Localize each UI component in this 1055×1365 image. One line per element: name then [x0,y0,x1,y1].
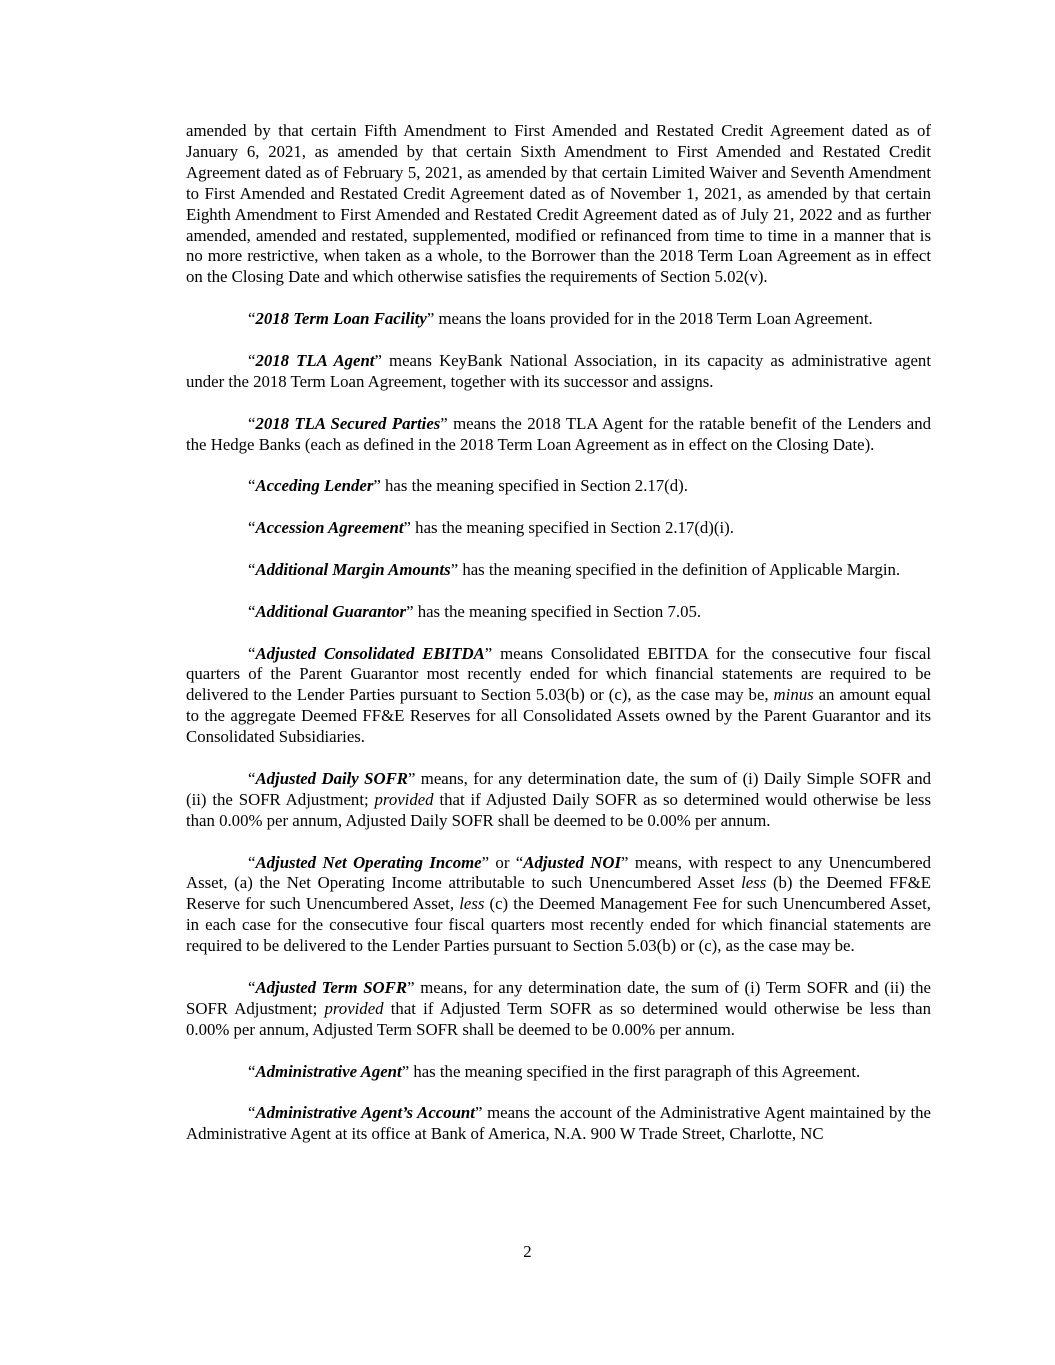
paragraph [186,518,931,539]
text-run: ” has the meaning specified in the definition of Applicable Margin. [450,559,901,579]
defined-term: Administrative Agent [255,1061,402,1081]
text-run: “ [248,601,256,621]
text-run: ” means KeyBank National Association, in its capacity as administrative agent under the 2018 Term Loan Agreement, together with its successor and assigns. [186,350,931,391]
defined-term: Adjusted Net Operating Income [255,852,482,872]
text-run: ” has the meaning specified in the first paragraph of this Agreement. [401,1061,861,1081]
emphasis-text: less [459,894,485,914]
paragraph [186,853,931,958]
emphasis-text: minus [773,685,814,705]
paragraph [186,978,931,1041]
text-run: ” has the meaning specified in Section 2.17(d). [373,476,688,496]
paragraph [186,1103,931,1145]
text-run: “ [248,977,256,997]
emphasis-text: provided [374,789,434,809]
defined-term: Adjusted Daily SOFR [255,768,408,788]
paragraph [186,476,931,497]
text-run: amended by that certain Fifth Amendment to First Amended and Restated Credit Agreement dated as of January 6, 2021, as amended by that certain Sixth Amendment to First Amended and Restated Credit Agreement dated as of February 5, 2021, as amended by that certain Limited Waiver and Seventh Amendment to First Amended and Restated Credit Agreement dated as of November 1, 2021, as amended by that certain Eighth Amendment to First Amended and Restated Credit Agreement dated as of July 21, 2022 and as further amended, amended and restated, supplemented, modified or refinanced from time to time in a manner that is no more restrictive, when taken as a whole, to the Borrower than the 2018 Term Loan Agreement as in effect on the Closing Date and which otherwise satisfies the requirements of Section 5.02(v). [186,121,931,287]
paragraph [186,1062,931,1083]
text-run: ” means, with respect to any Unencumbered Asset, (a) the Net Operating Income attributable to such Unencumbered Asset [186,852,932,893]
text-run: “ [248,413,256,433]
document-body [186,121,931,1166]
paragraph [186,602,931,623]
defined-term: 2018 Term Loan Facility [255,309,427,329]
text-run: (b) the Deemed FF&E Reserve for such Unencumbered Asset, [186,873,931,914]
text-run: “ [248,518,256,538]
defined-term: 2018 TLA Agent [255,350,375,370]
text-run: ” means Consolidated EBITDA for the consecutive four fiscal quarters of the Parent Guarantor most recently ended for which financial statements are required to be delivered to the Lender Parties pursuant to Section 5.03(b) or (c), as the case may be, [186,643,931,705]
emphasis-text: less [741,873,767,893]
text-run: ” has the meaning specified in Section 2.17(d)(i). [403,518,734,538]
defined-term: Adjusted NOI [523,852,622,872]
paragraph [186,769,931,832]
text-run: (c) the Deemed Management Fee for such Unencumbered Asset, in each case for the consecutive four fiscal quarters most recently ended for which financial statements are required to be delivered to the Lender Parties pursuant to Section 5.03(b) or (c), as the case may be. [186,894,931,956]
paragraph [186,351,931,393]
defined-term: Adjusted Term SOFR [255,977,408,997]
defined-term: Additional Margin Amounts [255,559,451,579]
text-run: “ [248,309,256,329]
text-run: “ [248,476,256,496]
paragraph [186,644,931,749]
defined-term: Administrative Agent’s Account [255,1103,475,1123]
defined-term: Adjusted Consolidated EBITDA [255,643,485,663]
text-run: ” means, for any determination date, the sum of (i) Term SOFR and (ii) the SOFR Adjustment; [186,977,931,1018]
paragraph [186,309,931,330]
text-run: “ [248,350,256,370]
text-run: ” means the account of the Administrative Agent maintained by the Administrative Agent at its office at Bank of America, N.A. 900 W Trade Street, Charlotte, NC [186,1103,932,1144]
text-run: that if Adjusted Daily SOFR as so determined would otherwise be less than 0.00% per annum, Adjusted Daily SOFR shall be deemed to be 0.00% per annum. [186,789,931,830]
paragraph [186,560,931,581]
text-run: “ [248,559,256,579]
text-run: ” means the 2018 TLA Agent for the ratable benefit of the Lenders and the Hedge Banks (each as defined in the 2018 Term Loan Agreement as in effect on the Closing Date). [186,413,931,454]
defined-term: Acceding Lender [255,476,374,496]
text-run: that if Adjusted Term SOFR as so determined would otherwise be less than 0.00% per annum, Adjusted Term SOFR shall be deemed to be 0.00% per annum. [186,998,931,1039]
page-number: 2 [523,1242,532,1261]
text-run: “ [248,643,256,663]
text-run: ” or “ [481,852,524,872]
text-run: “ [248,1061,256,1081]
text-run: “ [248,1103,256,1123]
paragraph [186,121,931,288]
text-run: ” means the loans provided for in the 2018 Term Loan Agreement. [426,309,873,329]
defined-term: Additional Guarantor [255,601,407,621]
text-run: an amount equal to the aggregate Deemed FF&E Reserves for all Consolidated Assets owned by the Parent Guarantor and its Consolidated Subsidiaries. [186,685,931,747]
text-run: “ [248,768,256,788]
text-run: ” has the meaning specified in Section 7.05. [406,601,702,621]
emphasis-text: provided [324,998,384,1018]
text-run: ” means, for any determination date, the sum of (i) Daily Simple SOFR and (ii) the SOFR Adjustment; [186,768,932,809]
defined-term: Accession Agreement [255,518,404,538]
defined-term: 2018 TLA Secured Parties [255,413,441,433]
paragraph [186,414,931,456]
text-run: “ [248,852,256,872]
